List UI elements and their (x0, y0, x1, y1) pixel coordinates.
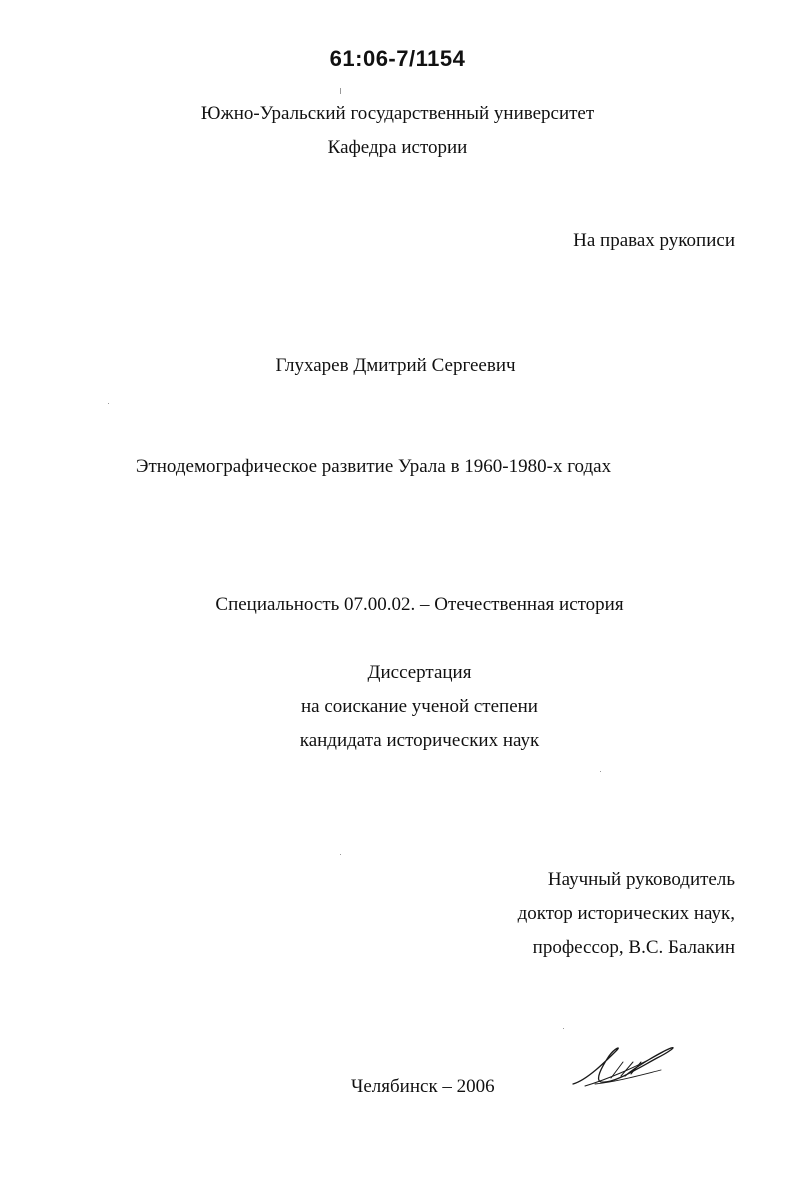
handwritten-signature (565, 1040, 680, 1095)
scan-speck (340, 854, 341, 855)
degree-line-2: на соискание ученой степени (301, 696, 538, 717)
scan-speck (600, 771, 601, 772)
archive-number: 61:06-7/1154 (329, 46, 466, 71)
city-year: Челябинск – 2006 (351, 1076, 495, 1097)
supervisor-line-3: профессор, В.С. Балакин (532, 937, 735, 958)
scan-speck (108, 403, 109, 404)
manuscript-note: На правах рукописи (573, 230, 735, 251)
degree-line-3: кандидата исторических наук (299, 730, 540, 751)
supervisor-line-1: Научный руководитель (547, 869, 735, 890)
scan-speck (563, 1028, 564, 1029)
author-name: Глухарев Дмитрий Сергеевич (275, 355, 516, 376)
university-name: Южно-Уральский государственный университет (200, 103, 595, 124)
supervisor-line-2: доктор исторических наук, (517, 903, 735, 924)
dissertation-title: Этнодемографическое развитие Урала в 1960-1980-х годах (135, 456, 612, 477)
scan-speck (340, 88, 341, 94)
specialty: Специальность 07.00.02. – Отечественная история (215, 594, 624, 615)
degree-line-1: Диссертация (367, 662, 472, 683)
department-name: Кафедра истории (327, 137, 468, 158)
